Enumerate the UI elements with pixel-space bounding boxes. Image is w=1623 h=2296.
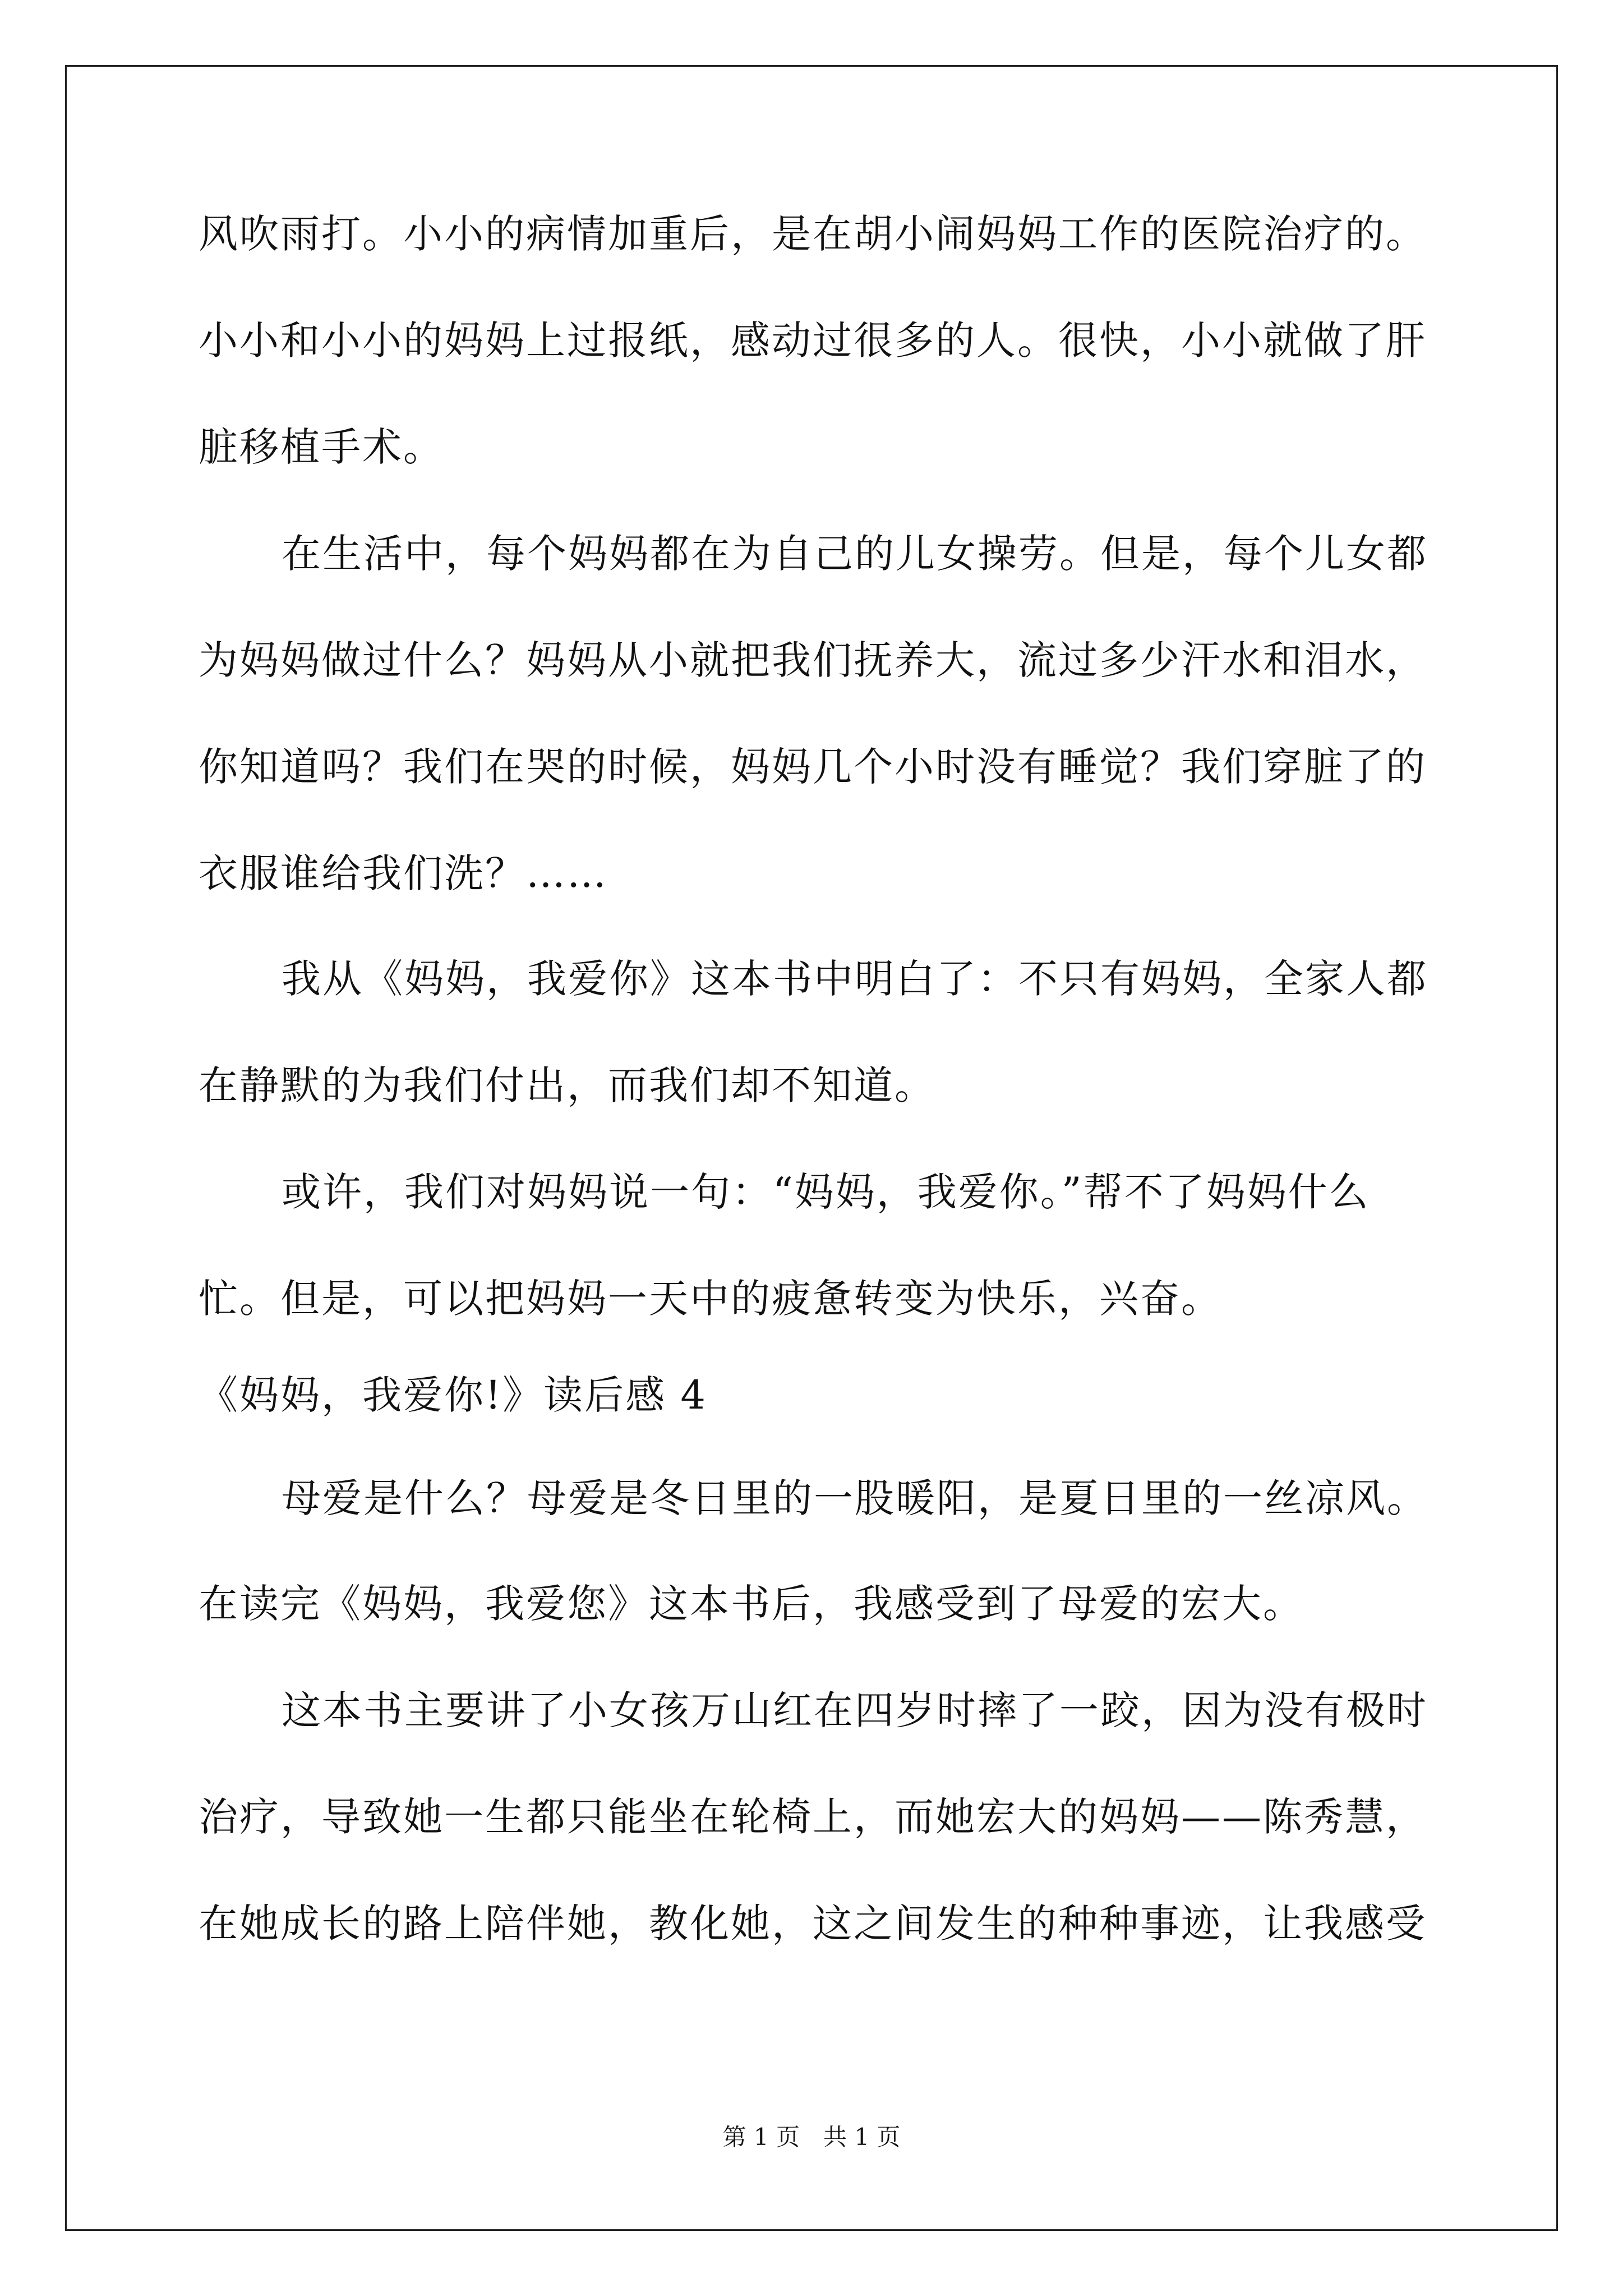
text-line: 在读完《妈妈，我爱您》这本书后，我感受到了母爱的宏大。 (199, 1581, 1304, 1627)
text-line: 小小和小小的妈妈上过报纸，感动过很多的人。很快，小小就做了肝 (199, 318, 1427, 364)
section-heading: 《妈妈，我爱你!》读后感 4 (199, 1372, 707, 1418)
text-line: 治疗，导致她一生都只能坐在轮椅上，而她宏大的妈妈——陈秀慧， (199, 1794, 1427, 1840)
text-line: 风吹雨打。小小的病情加重后，是在胡小闹妈妈工作的医院治疗的。 (199, 211, 1427, 257)
text-line: 这本书主要讲了小女孩万山红在四岁时摔了一跤，因为没有极时 (282, 1687, 1428, 1733)
text-line: 为妈妈做过什么？妈妈从小就把我们抚养大，流过多少汗水和泪水， (199, 637, 1427, 683)
text-line: 脏移植手术。 (199, 424, 444, 470)
text-line: 在静默的为我们付出，而我们却不知道。 (199, 1062, 935, 1108)
text-line: 忙。但是，可以把妈妈一天中的疲惫转变为快乐，兴奋。 (199, 1276, 1222, 1322)
text-line: 在生活中，每个妈妈都在为自己的儿女操劳。但是，每个儿女都 (282, 531, 1428, 577)
page-footer: 第 1 页 共 1 页 (722, 2123, 901, 2151)
text-line: 或许，我们对妈妈说一句：“妈妈，我爱你。”帮不了妈妈什么 (282, 1169, 1370, 1215)
text-line: 母爱是什么？母爱是冬日里的一股暖阳，是夏日里的一丝凉风。 (282, 1475, 1428, 1521)
text-line: 衣服谁给我们洗？…… (199, 850, 608, 896)
text-line: 在她成长的路上陪伴她，教化她，这之间发生的种种事迹，让我感受 (199, 1901, 1427, 1947)
text-line: 你知道吗？我们在哭的时候，妈妈几个小时没有睡觉？我们穿脏了的 (199, 744, 1427, 790)
text-line: 我从《妈妈，我爱你》这本书中明白了：不只有妈妈，全家人都 (282, 956, 1428, 1002)
